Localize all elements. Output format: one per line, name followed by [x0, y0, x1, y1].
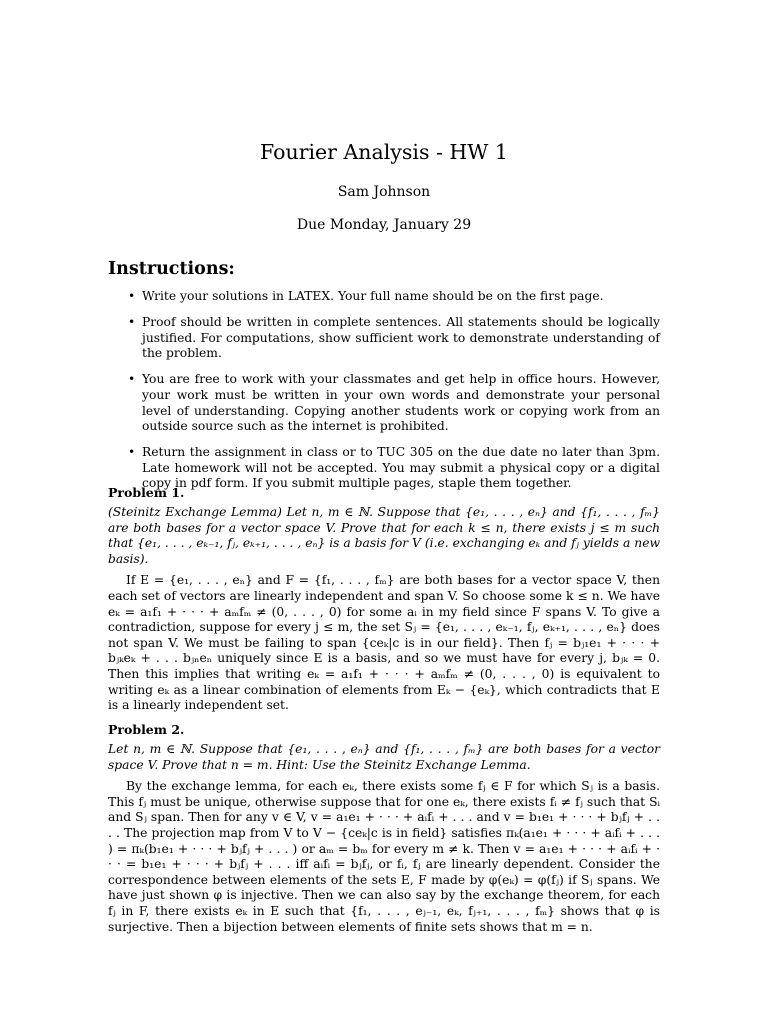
- problem-solution: By the exchange lemma, for each eₖ, there exists some fⱼ ∈ F for which Sⱼ is a basis. This fⱼ must be unique, otherwise suppose that for one eₖ, there exists fᵢ ≠ fⱼ such that Sᵢ and Sⱼ span. Then for any v ∈ V, v = a₁e₁ + · · · + aᵢfᵢ + . . . and v = b₁e₁ + · · · + bⱼfⱼ + . . . . The projection map from V to V − {ceₖ|c is in field} satisfies πₖ(a₁e₁ + · · · + aᵢfᵢ + . . . ) = πₖ(b₁e₁ + · · · + bⱼfⱼ + . . . ) or aₘ = bₘ for every m ≠ k. Then v = a₁e₁ + · · · + aᵢfᵢ + · · · = b₁e₁ + · · · + bⱼfⱼ + . . . iff aᵢfᵢ = bⱼfⱼ, or fᵢ, fⱼ are linearly dependent. Consider the correspondence between elements of the sets E, F made by φ(eₖ) = φ(fⱼ) if Sⱼ spans. We have just shown φ is injective. Then we can also say by the exchange theorem, for each fⱼ in F, there exists eₖ in E such that {f₁, . . . , eⱼ₋₁, eₖ, fⱼ₊₁, . . . , fₘ} shows that φ is surjective. Then a bijection between elements of finite sets shows that m = n.: [108, 779, 660, 934]
- instruction-text: Return the assignment in class or to TUC 305 on the due date no later than 3pm. Late homework will not be accepted. You may submit a physical copy or a digital copy in pdf form. If you submit multiple pages, staple them together.: [142, 445, 660, 491]
- due-date: Due Monday, January 29: [296, 217, 472, 233]
- author-name: Sam Johnson: [337, 184, 431, 200]
- instruction-text: You are free to work with your classmates and get help in office hours. However, your work must be written in your own words and demonstrate your personal level of understanding. Copying another students work or copying work from an outside source such as the internet is prohibited.: [142, 372, 660, 434]
- problem-2: [108, 722, 660, 935]
- instructions-list: [108, 289, 660, 492]
- bullet-icon: •: [128, 289, 136, 303]
- bullet-icon: •: [128, 372, 136, 387]
- bullet-icon: •: [128, 315, 136, 330]
- instruction-item: [108, 289, 660, 305]
- instruction-text: Write your solutions in LATEX. Your full name should be on the first page.: [142, 289, 604, 303]
- instruction-item: [108, 315, 660, 362]
- problem-heading: Problem 2.: [108, 722, 185, 737]
- instructions-heading: Instructions:: [108, 259, 235, 279]
- instruction-item: [108, 372, 660, 434]
- instruction-text: Proof should be written in complete sentences. All statements should be logically justified. For computations, show sufficient work to demonstrate understanding of the problem.: [142, 315, 660, 361]
- problem-1: [108, 485, 660, 714]
- problem-solution: If E = {e₁, . . . , eₙ} and F = {f₁, . . . , fₘ} are both bases for a vector space V, then each set of vectors are linearly independent and span V. So choose some k ≤ n. We have eₖ = a₁f₁ + · · · + aₘfₘ ≠ (0, . . . , 0) for some aᵢ in my field since F spans V. To give a contradiction, suppose for every j ≤ m, the set Sⱼ = {e₁, . . . , eₖ₋₁, fⱼ, eₖ₊₁, . . . , eₙ} does not span V. We must be failing to span {ceₖ|c is in our field}. Then fⱼ = bⱼ₁e₁ + · · · + bⱼₖeₖ + . . . bⱼₙeₙ uniquely since E is a basis, and so we must have for every j, bⱼₖ = 0. Then this implies that writing eₖ = a₁f₁ + · · · + aₘfₘ ≠ (0, . . . , 0) is equivalent to writing eₖ as a linear combination of elements from Eₖ − {eₖ}, which contradicts that E is a linearly independent set.: [108, 573, 660, 713]
- document-page: [108, 140, 660, 934]
- problem-statement: Let n, m ∈ ℕ. Suppose that {e₁, . . . , eₙ} and {f₁, . . . , fₘ} are both bases for a vector space V. Prove that n = m. Hint: Use the Steinitz Exchange Lemma.: [108, 742, 660, 772]
- problem-heading: Problem 1.: [108, 485, 185, 500]
- document-title: Fourier Analysis - HW 1: [260, 140, 508, 164]
- bullet-icon: •: [128, 445, 136, 460]
- problem-statement: (Steinitz Exchange Lemma) Let n, m ∈ ℕ. Suppose that {e₁, . . . , eₙ} and {f₁, . . . , fₘ} are both bases for a vector space V. Prove that for each k ≤ n, there exists j ≤ m such that {e₁, . . . , eₖ₋₁, fⱼ, eₖ₊₁, . . . , eₙ} is a basis for V (i.e. exchanging eₖ and fⱼ yields a new basis).: [108, 505, 660, 566]
